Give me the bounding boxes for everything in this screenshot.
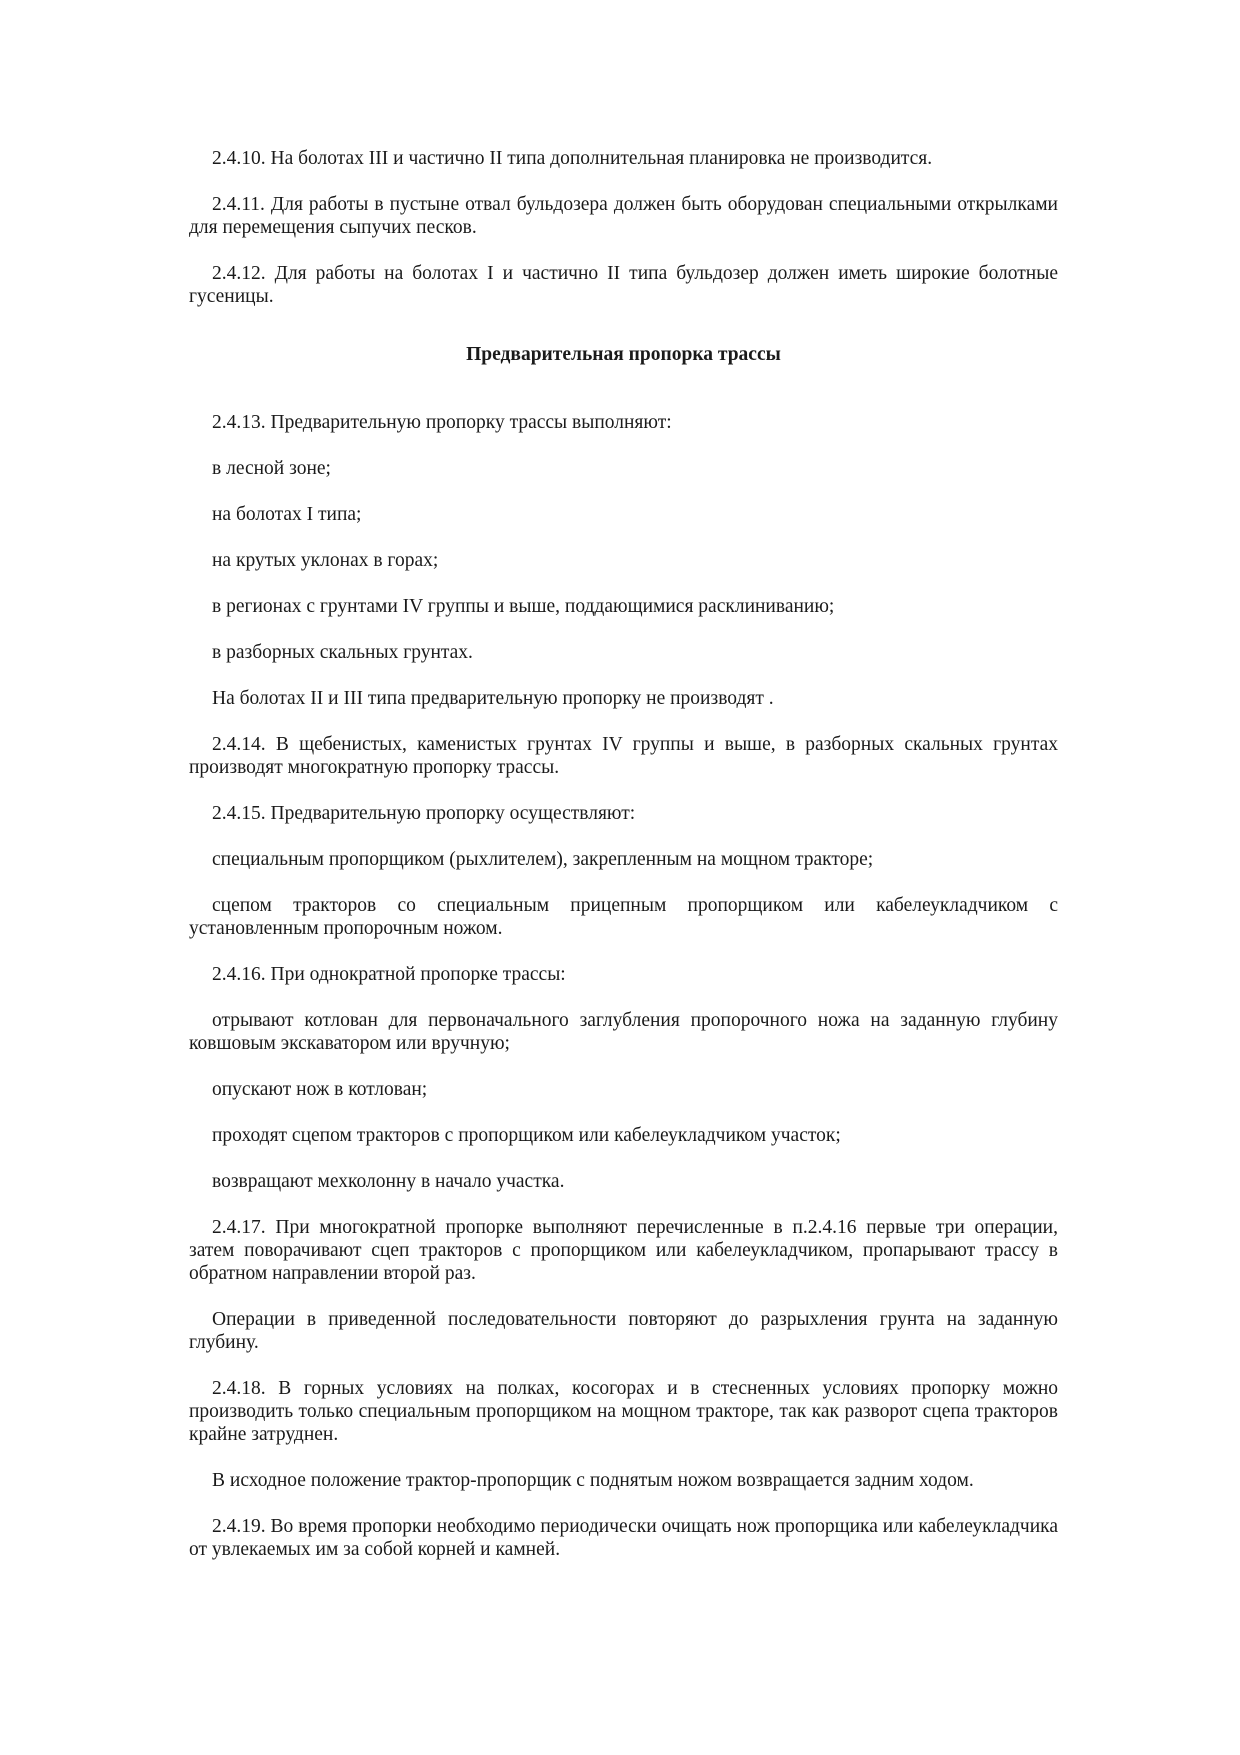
- paragraph-2-4-15: 2.4.15. Предварительную пропорку осуществляют:: [212, 803, 636, 824]
- paragraph-2-4-16: 2.4.16. При однократной пропорке трассы:: [212, 964, 566, 985]
- paragraph-2-4-18: 2.4.18. В горных условиях на полках, косогорах и в стесненных условиях пропорку можно производить только специальным пропорщиком на мощном тракторе, так как разворот сцепа тракторов крайне затруднен.: [189, 1378, 1058, 1445]
- list-item-pass-section: проходят сцепом тракторов с пропорщиком или кабелеукладчиком участок;: [212, 1125, 841, 1146]
- paragraph-2-4-19: 2.4.19. Во время пропорки необходимо периодически очищать нож пропорщика или кабелеукладчика от увлекаемых им за собой корней и камней.: [189, 1516, 1058, 1560]
- paragraph-2-4-12: 2.4.12. Для работы на болотах I и частично II типа бульдозер должен иметь широкие болотные гусеницы.: [189, 263, 1058, 307]
- paragraph-2-4-14: 2.4.14. В щебенистых, каменистых грунтах IV группы и выше, в разборных скальных грунтах производят многократную пропорку трассы.: [189, 734, 1058, 778]
- list-item-tractor-coupling: сцепом тракторов со специальным прицепным пропорщиком или кабелеукладчиком с установленным пропорочным ножом.: [189, 895, 1058, 939]
- paragraph-2-4-10: 2.4.10. На болотах III и частично II типа дополнительная планировка не производится.: [212, 148, 933, 169]
- list-item-dig-pit: отрывают котлован для первоначального заглубления пропорочного ножа на заданную глубину ковшовым экскаватором или вручную;: [189, 1010, 1058, 1054]
- section-heading: Предварительная пропорка трассы: [466, 344, 781, 365]
- paragraph-repeat-operations: Операции в приведенной последовательности повторяют до разрыхления грунта на заданную глубину.: [189, 1309, 1058, 1353]
- list-item-special-ripper: специальным пропорщиком (рыхлителем), закрепленным на мощном тракторе;: [212, 849, 874, 870]
- paragraph-2-4-11: 2.4.11. Для работы в пустыне отвал бульдозера должен быть оборудован специальными открылками для перемещения сыпучих песков.: [189, 194, 1058, 238]
- document-body: [189, 147, 1058, 1584]
- paragraph-reverse-return: В исходное положение трактор-пропорщик с поднятым ножом возвращается задним ходом.: [212, 1470, 974, 1491]
- paragraph-2-4-13: 2.4.13. Предварительную пропорку трассы выполняют:: [212, 412, 672, 433]
- list-item-return-column: возвращают мехколонну в начало участка.: [212, 1171, 565, 1192]
- list-item-swamps-type-1: на болотах I типа;: [212, 504, 362, 525]
- list-item-rocky-soils: в разборных скальных грунтах.: [212, 642, 473, 663]
- paragraph-swamps-note: На болотах II и III типа предварительную пропорку не производят .: [212, 688, 774, 709]
- list-item-lower-knife: опускают нож в котлован;: [212, 1079, 428, 1100]
- list-item-forest-zone: в лесной зоне;: [212, 458, 331, 479]
- paragraph-2-4-17: 2.4.17. При многократной пропорке выполняют перечисленные в п.2.4.16 первые три операции, затем поворачивают сцеп тракторов с пропорщиком или кабелеукладчиком, пропарывают трассу в обратном направлении второй раз.: [189, 1217, 1058, 1284]
- list-item-steep-slopes: на крутых уклонах в горах;: [212, 550, 439, 571]
- list-item-soil-group-4: в регионах с грунтами IV группы и выше, поддающимися расклиниванию;: [212, 596, 835, 617]
